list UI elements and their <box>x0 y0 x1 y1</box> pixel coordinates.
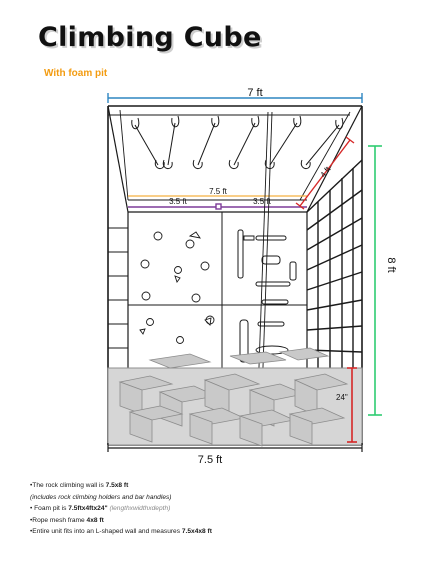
bottom-width-label: 7.5 ft <box>197 454 223 466</box>
note-pit-prefix: • Foam pit is <box>30 505 69 512</box>
note-wall-sub-text: (includes rock climbing holders and bar handles) <box>30 493 172 501</box>
height-label: 8 ft <box>385 257 397 273</box>
note-mesh-value: 4x8 ft <box>86 516 104 524</box>
left-half-label: 3.5 ft <box>169 197 187 206</box>
note-wall-prefix: •The rock climbing wall is <box>30 482 106 489</box>
note-mesh <box>30 515 430 527</box>
foam-pit <box>108 348 362 446</box>
top-width-dimension <box>108 93 362 103</box>
ceiling-bar-handles <box>132 116 343 169</box>
top-width-label: 7 ft <box>247 87 263 99</box>
height-dimension <box>368 146 382 415</box>
note-pit <box>30 503 430 515</box>
rope-mesh <box>307 160 362 368</box>
note-unit <box>30 526 430 538</box>
note-pit-dims: (lengthxwidthxdepth) <box>109 505 171 512</box>
inner-width-label: 7.5 ft <box>209 187 227 196</box>
depth-label: 4 ft <box>318 164 333 180</box>
half-width-dimension <box>128 204 307 209</box>
pit-depth-label: 24" <box>336 393 348 402</box>
note-wall-sub <box>30 492 430 504</box>
spec-notes <box>30 480 430 538</box>
right-half-label: 3.5 ft <box>253 197 271 206</box>
note-wall <box>30 480 430 492</box>
page-subtitle: With foam pit <box>44 68 108 79</box>
rock-holds <box>140 232 254 344</box>
page-title: Climbing Cube <box>38 22 262 53</box>
left-side-rungs <box>108 228 128 348</box>
note-mesh-prefix: •Rope mesh frame <box>30 516 87 524</box>
note-pit-value: 7.5ftx4ftx24" <box>68 505 108 512</box>
note-unit-prefix: •Entire unit fits into an L-shaped wall and measures <box>30 528 182 535</box>
note-wall-value: 7.5x8 ft <box>105 482 129 489</box>
note-unit-value: 7.5x4x8 ft <box>181 528 212 535</box>
